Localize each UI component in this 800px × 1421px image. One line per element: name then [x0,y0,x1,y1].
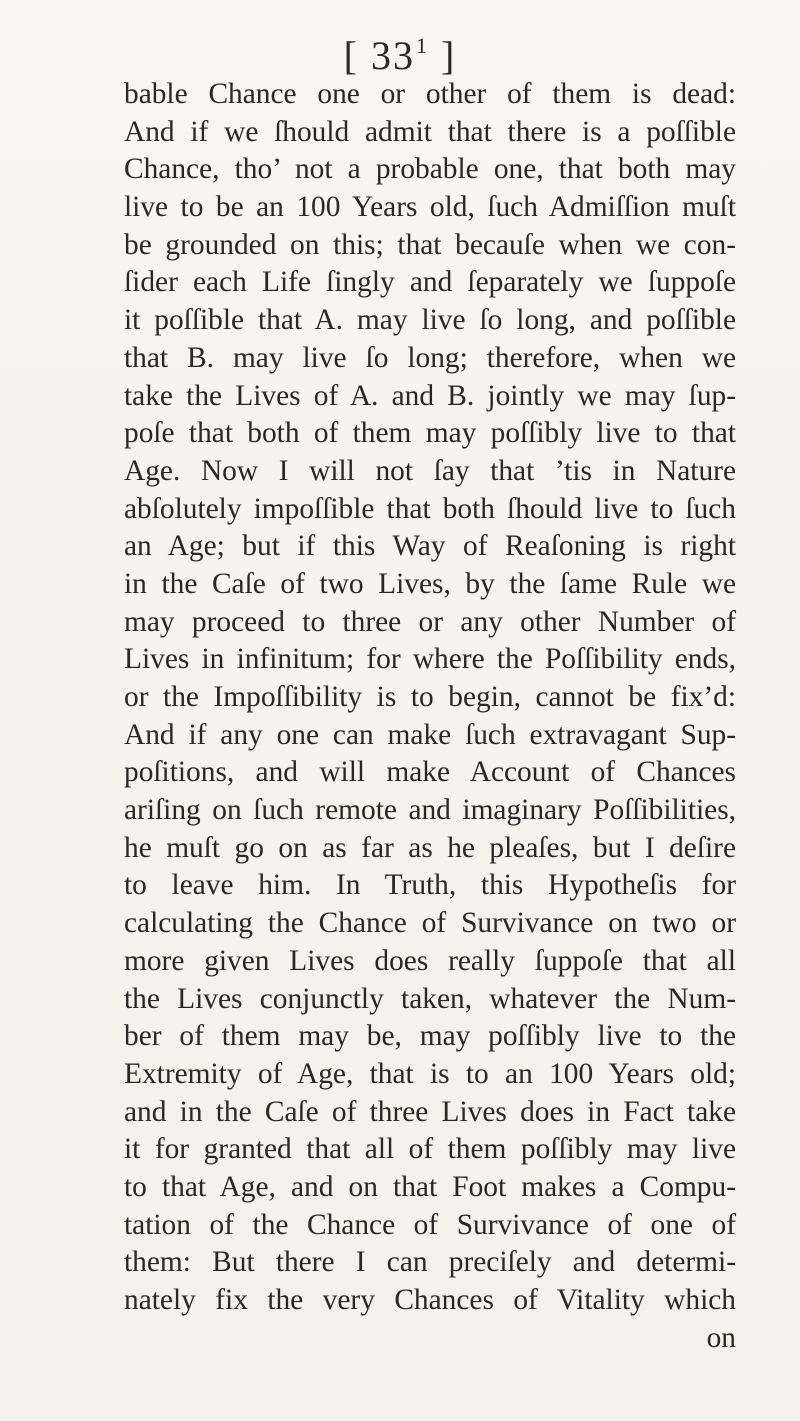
text-line: and in the Caſe of three Lives does in Fact take [124,1095,736,1128]
text-line: ber of them may be, may poſſibly live to the [124,1020,736,1053]
text-line: he muſt go on as far as he pleaſes, but I deſire [124,831,736,864]
page-header [0,22,800,80]
body-text [124,76,736,1357]
text-line: or the Impoſſibility is to begin, cannot be fix’d: [124,681,736,713]
text-line: Extremity of Age, that is to an 100 Years old; [124,1057,736,1090]
text-line: calculating the Chance of Survivance on two or [124,907,736,940]
page-number-bracket: ] [429,33,457,78]
text-line: them: But there I can preciſely and determi- [124,1246,736,1279]
text-line: live to be an 100 Years old, ſuch Admiſſion muſt [124,191,736,224]
text-line: And if we ſhould admit that there is a poſſible [124,115,736,148]
text-line: abſolutely impoſſible that both ſhould live to ſuch [124,492,736,525]
text-line: Chance, tho’ not a probable one, that both may [124,153,736,186]
text-line: take the Lives of A. and B. jointly we may ſup- [124,379,736,412]
page-number: [ 33 [343,33,415,78]
text-line: to that Age, and on that Foot makes a Compu- [124,1170,736,1203]
text-line: tation of the Chance of Survivance of one of [124,1208,736,1241]
text-line: bable Chance one or other of them is dead: [124,78,736,110]
text-line: that B. may live ſo long; therefore, when we [124,341,736,374]
text-line: poſitions, and will make Account of Chances [124,756,736,789]
text-line: nately fix the very Chances of Vitality which [124,1284,736,1316]
text-line: it poſſible that A. may live ſo long, and poſſible [124,304,736,337]
text-line: more given Lives does really ſuppoſe that all [124,944,736,977]
text-line: ſider each Life ſingly and ſeparately we ſuppoſe [124,266,736,299]
catchword: on [706,1321,736,1354]
text-line: poſe that both of them may poſſibly live to that [124,417,736,450]
text-line: may proceed to three or any other Number of [124,605,736,638]
page-number-superscript: 1 [416,33,429,58]
text-line: ariſing on ſuch remote and imaginary Poſſibilities, [124,794,736,827]
text-line: to leave him. In Truth, this Hypotheſis for [124,869,736,902]
text-line: be grounded on this; that becauſe when we con- [124,228,736,261]
text-line: Age. Now I will not ſay that ’tis in Nature [124,454,736,487]
text-line: an Age; but if this Way of Reaſoning is right [124,530,736,563]
text-line: it for granted that all of them poſſibly may live [124,1133,736,1166]
text-line: in the Caſe of two Lives, by the ſame Rule we [124,567,736,600]
text-line: And if any one can make ſuch extravagant Sup- [124,718,736,751]
text-line: the Lives conjunctly taken, whatever the Num- [124,982,736,1015]
text-line: Lives in infinitum; for where the Poſſibility ends, [124,643,736,676]
